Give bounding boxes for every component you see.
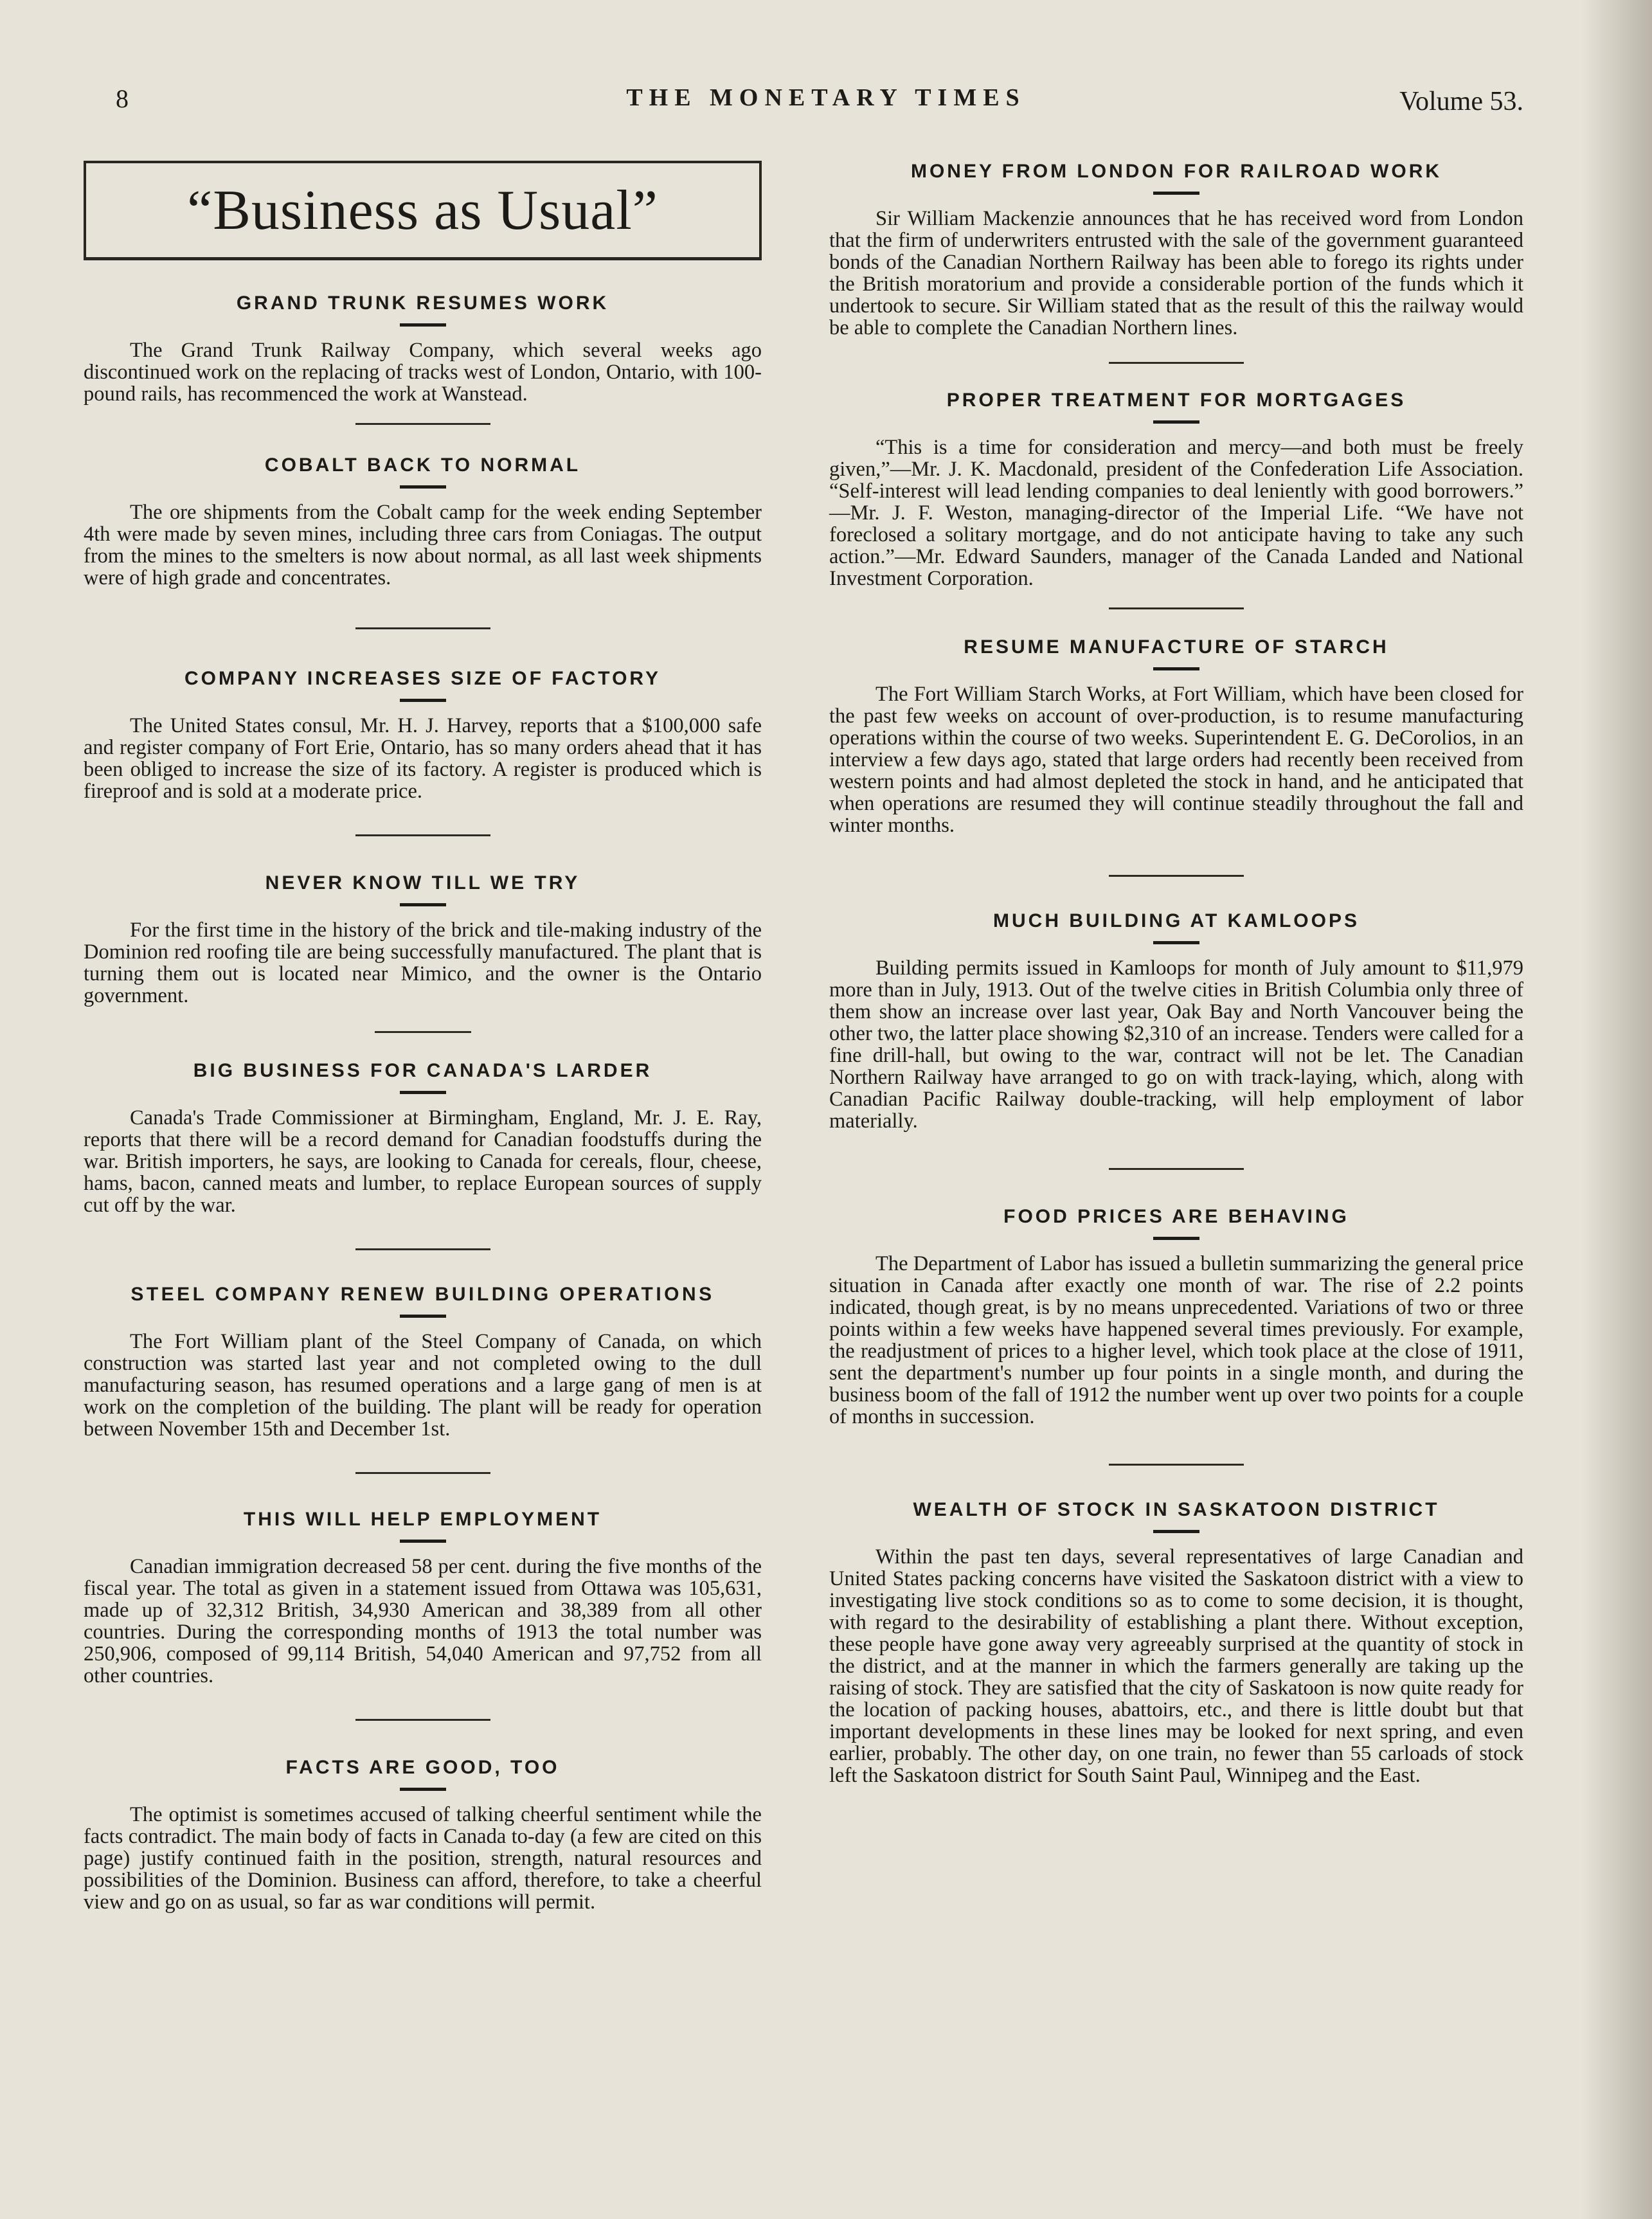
article-separator <box>355 627 490 629</box>
article-food-prices <box>829 1206 1523 1428</box>
article-separator <box>355 834 490 836</box>
article-body: The United States consul, Mr. H. J. Harvey, reports that a $100,000 safe and register company of Fort Erie, Ontario, has so many orders ahead that it has been obliged to increase the size of its factory. A register is produced which is fireproof and is sold at a moderate price. <box>84 714 762 803</box>
headline-rule <box>1153 1237 1199 1240</box>
left-column <box>84 161 762 1913</box>
article-headline: RESUME MANUFACTURE OF STARCH <box>964 636 1389 658</box>
article-headline: WEALTH OF STOCK IN SASKATOON DISTRICT <box>913 1499 1440 1520</box>
article-body: The ore shipments from the Cobalt camp for the week ending September 4th were made by seven mines, including three cars from Coniagas. The output from the mines to the smelters is now about normal, as all last week shipments were of high grade and concentrates. <box>84 501 762 589</box>
article-starch <box>829 636 1523 836</box>
headline-rule <box>400 903 446 906</box>
article-headline: MUCH BUILDING AT KAMLOOPS <box>993 910 1360 931</box>
headline-rule <box>400 323 446 327</box>
headline-rule <box>400 1788 446 1791</box>
page-edge-shadow <box>1581 0 1652 2219</box>
banner-title: “Business as Usual” <box>187 179 658 242</box>
article-grand-trunk <box>84 292 762 405</box>
headline-rule <box>1153 1530 1199 1533</box>
article-separator <box>1109 607 1244 609</box>
article-london-money <box>829 161 1523 339</box>
article-employment <box>84 1509 762 1687</box>
article-separator <box>1109 1464 1244 1466</box>
article-body: “This is a time for consideration and mercy—and both must be freely given,”—Mr. J. K. Macdonald, president of the Confederation Life Association. “Self-interest will lead lending companies to deal leniently with good borrowers.” —Mr. J. F. Weston, managing-director of the Imperial Life. “We have not foreclosed a solitary mortgage, and do not anticipate having to take any such action.”—Mr. Edward Saunders, manager of the Canada Landed and National Investment Corporation. <box>829 436 1523 590</box>
running-head <box>0 84 1652 122</box>
article-never-know <box>84 872 762 1007</box>
article-separator <box>1109 362 1244 364</box>
article-body: The optimist is sometimes accused of talking cheerful sentiment while the facts contradict. The main body of facts in Canada to-day (a few are cited on this page) justify continued faith in the position, strength, natural resources and possibilities of the Dominion. Business can afford, therefore, to take a cheerful view and go on as usual, so far as war conditions will permit. <box>84 1803 762 1914</box>
article-headline: FOOD PRICES ARE BEHAVING <box>1003 1206 1349 1227</box>
volume-label: Volume 53. <box>1399 87 1523 116</box>
article-separator <box>1109 875 1244 877</box>
article-larder <box>84 1060 762 1216</box>
article-headline: COMPANY INCREASES SIZE OF FACTORY <box>184 668 661 689</box>
headline-rule <box>400 485 446 489</box>
article-headline: THIS WILL HELP EMPLOYMENT <box>243 1509 602 1530</box>
article-headline: COBALT BACK TO NORMAL <box>264 454 581 476</box>
article-facts <box>84 1757 762 1913</box>
article-headline: BIG BUSINESS FOR CANADA'S LARDER <box>193 1060 652 1081</box>
right-column <box>829 161 1523 1786</box>
article-separator <box>355 423 490 425</box>
article-cobalt <box>84 454 762 589</box>
banner-box <box>84 161 762 260</box>
article-steel <box>84 1284 762 1440</box>
headline-rule <box>400 1315 446 1318</box>
headline-rule <box>400 699 446 702</box>
article-mortgages <box>829 390 1523 589</box>
article-kamloops <box>829 910 1523 1132</box>
article-headline: GRAND TRUNK RESUMES WORK <box>236 292 609 314</box>
article-body: For the first time in the history of the brick and tile-making industry of the Dominion red roofing tile are being successfully manufactured. The plant that is turning them out is located near Mimico, and the owner is the Ontario government. <box>84 919 762 1007</box>
article-headline: MONEY FROM LONDON FOR RAILROAD WORK <box>910 161 1442 182</box>
article-separator <box>355 1719 490 1721</box>
article-headline: STEEL COMPANY RENEW BUILDING OPERATIONS <box>130 1284 715 1305</box>
article-body: The Department of Labor has issued a bulletin summarizing the general price situation in Canada after exactly one month of war. The rise of 2.2 points indicated, though great, is by no means unprecedented. Variations of two or three points within a few weeks have happened several times previously. For example, the readjustment of prices to a higher level, which took place at the close of 1911, sent the department's number up four points in a single month, and during the business boom of the fall of 1912 the number went up over two points for a couple of months in succession. <box>829 1252 1523 1428</box>
article-body: Canadian immigration decreased 58 per cent. during the five months of the fiscal year. The total as given in a statement issued from Ottawa was 105,631, made up of 32,312 British, 34,930 American and 38,389 from all other countries. During the corresponding months of 1913 the total number was 250,906, composed of 99,114 British, 54,040 American and 97,752 from all other countries. <box>84 1555 762 1687</box>
article-separator <box>1109 1168 1244 1170</box>
headline-rule <box>400 1540 446 1543</box>
article-headline: FACTS ARE GOOD, TOO <box>285 1757 560 1778</box>
article-headline: NEVER KNOW TILL WE TRY <box>265 872 580 894</box>
article-body: Canada's Trade Commissioner at Birmingham, England, Mr. J. E. Ray, reports that there will be a record demand for Canadian foodstuffs during the war. British importers, he says, are looking to Canada for cereals, flour, cheese, hams, bacon, canned meats and lumber, to replace European sources of supply cut off by the war. <box>84 1106 762 1217</box>
article-separator <box>375 1031 471 1033</box>
headline-rule <box>1153 941 1199 944</box>
article-body: The Fort William Starch Works, at Fort William, which have been closed for the past few weeks on account of over-production, is to resume manufacturing operations within the course of two weeks. Superintendent E. G. DeCorolios, in an interview a few days ago, stated that large orders had recently been received from western points and had almost depleted the stock in hand, and he anticipated that when operations are resumed they will continue steadily throughout the fall and winter months. <box>829 683 1523 837</box>
article-body: Building permits issued in Kamloops for month of July amount to $11,979 more than in July, 1913. Out of the twelve cities in British Columbia only three of them show an increase over last year, Oak Bay and North Vancouver being the other two, the latter place showing $2,310 of an increase. Tenders were called for a fine drill-hall, but owing to the war, contract will not be let. The Canadian Northern Railway have arranged to go on with track-laying, which, along with Canadian Pacific Railway double-tracking, will help employment of labor materially. <box>829 957 1523 1133</box>
article-body: The Grand Trunk Railway Company, which several weeks ago discontinued work on the replacing of tracks west of London, Ontario, with 100-pound rails, has recommenced the work at Wanstead. <box>84 339 762 406</box>
page-number: 8 <box>116 84 129 113</box>
headline-rule <box>400 1091 446 1094</box>
article-headline: PROPER TREATMENT FOR MORTGAGES <box>946 390 1406 411</box>
headline-rule <box>1153 420 1199 424</box>
article-separator <box>355 1472 490 1474</box>
article-body: Within the past ten days, several representatives of large Canadian and United States packing concerns have visited the Saskatoon district with a view to investigating live stock conditions so as to come to some decision, it is thought, with regard to the desirability of establishing a plant there. Without exception, these people have gone away very agreeably surprised at the quantity of stock in the district, and at the manner in which the farmers generally are taking up the raising of stock. They are satisfied that the city of Saskatoon is now quite ready for the location of packing houses, abattoirs, etc., and there is little doubt but that important developments in these lines may be looked for next spring, and even earlier, probably. The other day, on one train, no fewer than 55 carloads of stock left the Saskatoon district for South Saint Paul, Winnipeg and the East. <box>829 1545 1523 1787</box>
article-factory <box>84 668 762 802</box>
article-body: The Fort William plant of the Steel Company of Canada, on which construction was started last year and not completed owing to the dull manufacturing season, has resumed operations and a large gang of men is at work on the completion of the building. The plant will be ready for operation between November 15th and December 1st. <box>84 1330 762 1441</box>
article-saskatoon <box>829 1499 1523 1786</box>
article-body: Sir William Mackenzie announces that he has received word from London that the firm of underwriters entrusted with the sale of the government guaranteed bonds of the Canadian Northern Railway has been able to forego its rights under the British moratorium and provide a considerable portion of the funds which it undertook to secure. Sir William stated that as the result of this the railway would be able to complete the Canadian Northern lines. <box>829 207 1523 339</box>
article-separator <box>355 1248 490 1250</box>
headline-rule <box>1153 192 1199 195</box>
headline-rule <box>1153 667 1199 670</box>
journal-title: THE MONETARY TIMES <box>626 84 1026 111</box>
